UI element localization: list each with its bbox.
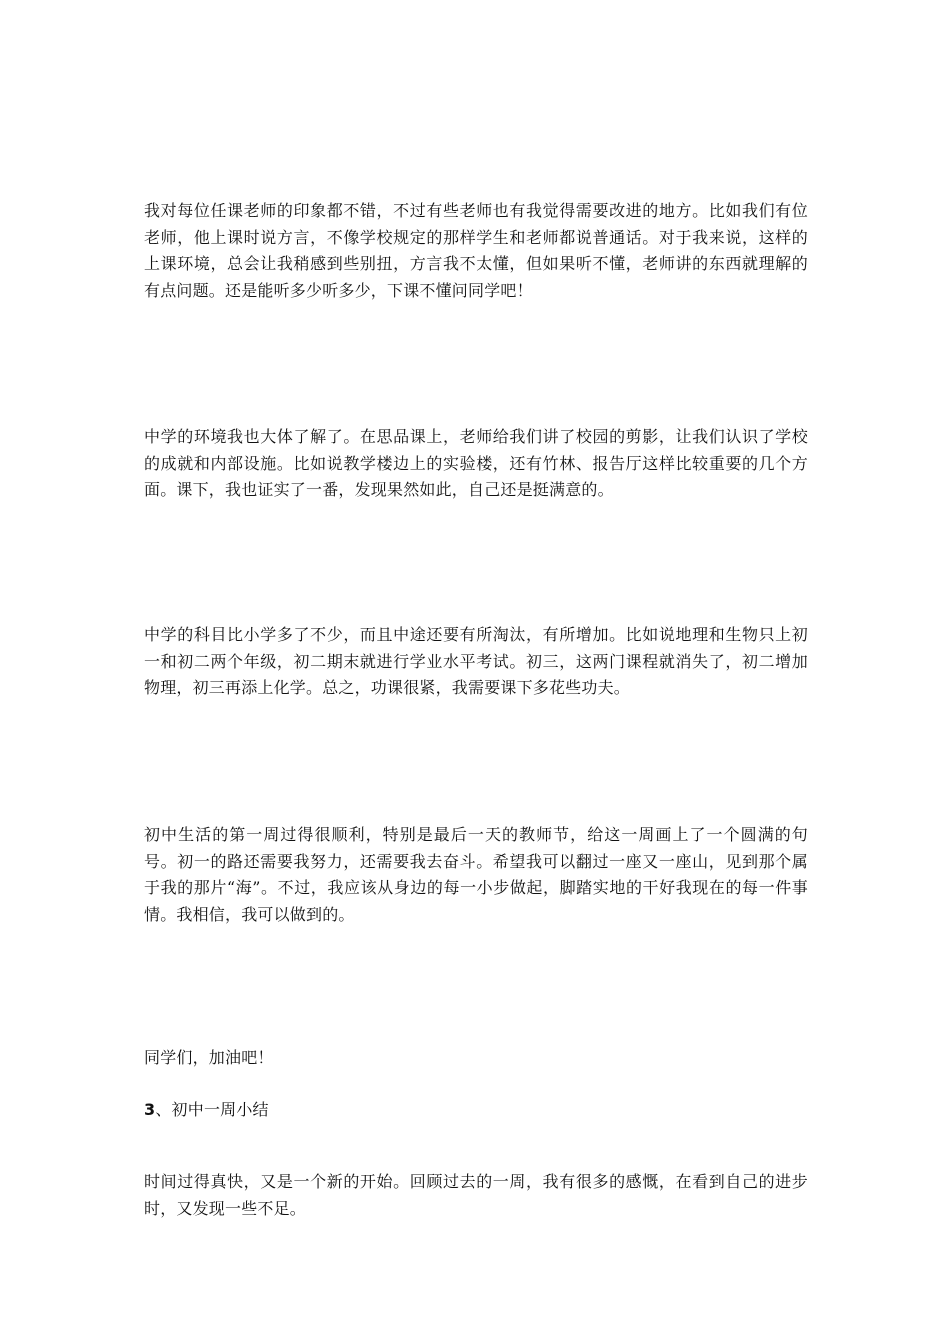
paragraph-summary-intro: 时间过得真快，又是一个新的开始。回顾过去的一周，我有很多的感慨，在看到自己的进步时，又发现一些不足。 bbox=[144, 1172, 808, 1218]
paragraph-teachers: 我对每位任课老师的印象都不错，不过有些老师也有我觉得需要改进的地方。比如我们有位老师，他上课时说方言，不像学校规定的那样学生和老师都说普通话。对于我来说，这样的上课环境，总会让我稍感到些别扭，方言我不太懂，但如果听不懂，老师讲的东西就理解的有点问题。还是能听多少听多少，下课不懂问同学吧！ bbox=[144, 201, 808, 300]
paragraph-encouragement: 同学们，加油吧！ bbox=[144, 1048, 274, 1067]
paragraph-subjects: 中学的科目比小学多了不少，而且中途还要有所淘汰，有所增加。比如说地理和生物只上初一和初二两个年级，初二期末就进行学业水平考试。初三，这两门课程就消失了，初二增加物理，初三再添上化学。总之，功课很紧，我需要课下多花些功夫。 bbox=[144, 625, 808, 697]
paragraph-first-week: 初中生活的第一周过得很顺利，特别是最后一天的教师节，给这一周画上了一个圆满的句号。初一的路还需要我努力，还需要我去奋斗。希望我可以翻过一座又一座山，见到那个属于我的那片“海”。不过，我应该从身边的每一小步做起，脚踏实地的干好我现在的每一件事情。我相信，我可以做到的。 bbox=[144, 825, 808, 924]
section-heading-number: 3 bbox=[144, 1100, 156, 1119]
section-heading-title: 、初中一周小结 bbox=[155, 1100, 269, 1119]
paragraph-environment: 中学的环境我也大体了解了。在思品课上，老师给我们讲了校园的剪影，让我们认识了学校的成就和内部设施。比如说教学楼边上的实验楼，还有竹林、报告厅这样比较重要的几个方面。课下，我也证实了一番，发现果然如此，自己还是挺满意的。 bbox=[144, 427, 808, 499]
section-heading bbox=[144, 1097, 808, 1124]
